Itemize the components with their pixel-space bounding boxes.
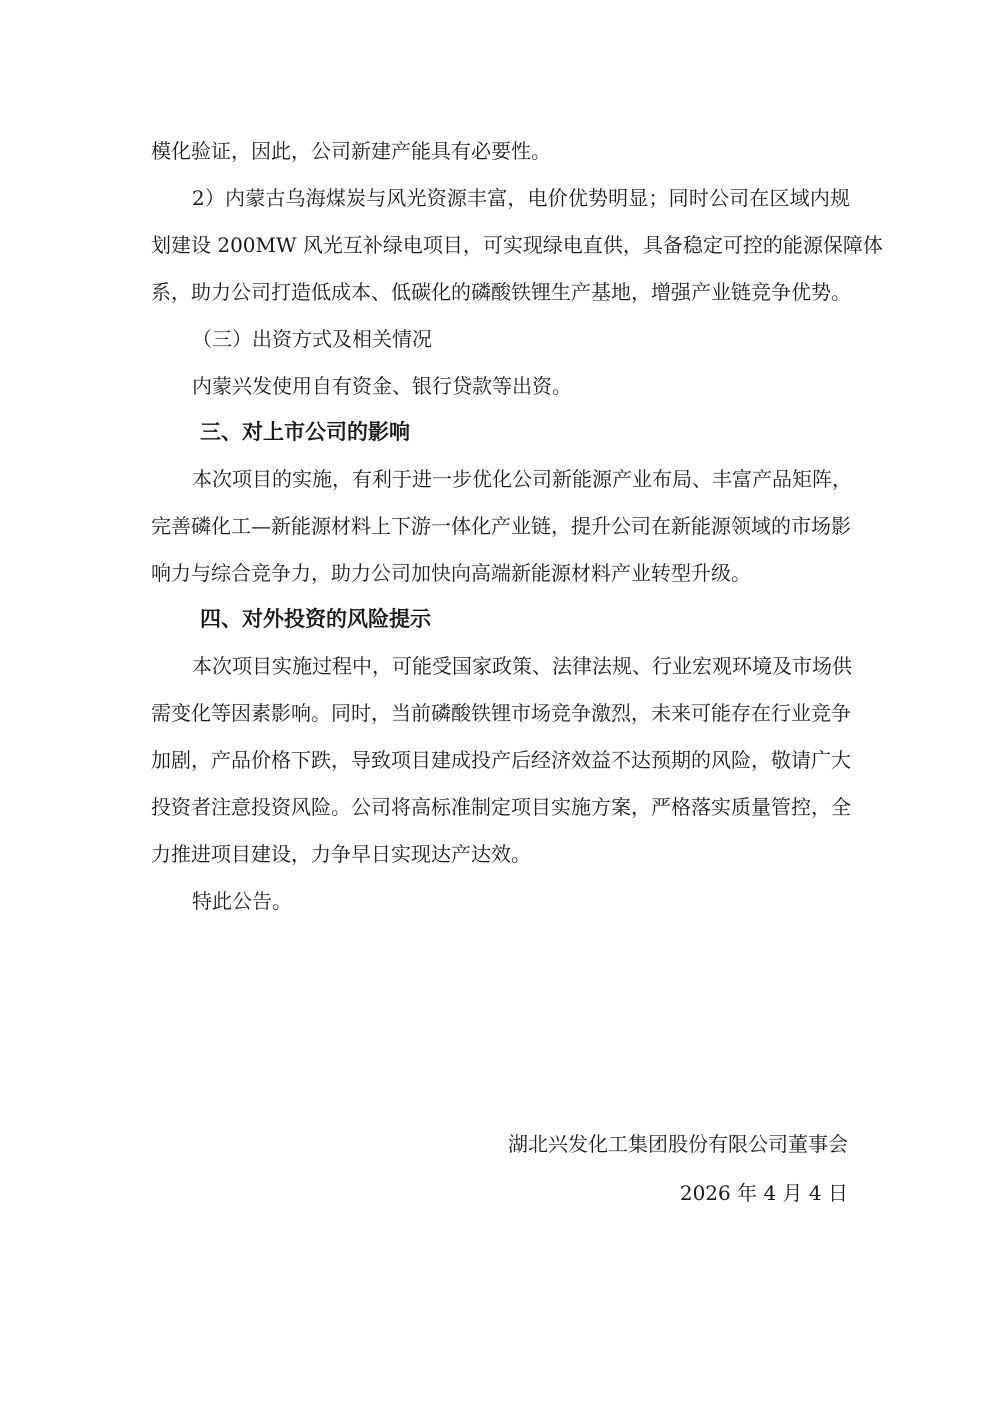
body-text-line: 模化验证，因此，公司新建产能具有必要性。 <box>151 139 551 163</box>
signature-company: 湖北兴发化工集团股份有限公司董事会 <box>508 1132 848 1156</box>
body-text-line: 加剧，产品价格下跌，导致项目建成投产后经济效益不达预期的风险，敬请广大 <box>151 748 851 772</box>
subsection-heading: （三）出资方式及相关情况 <box>192 327 432 351</box>
body-text-line: 本次项目实施过程中，可能受国家政策、法律法规、行业宏观环境及市场供 <box>192 654 852 678</box>
body-text-line: 划建设 200MW 风光互补绿电项目，可实现绿电直供，具备稳定可控的能源保障体 <box>151 233 883 257</box>
body-text-line: 本次项目的实施，有利于进一步优化公司新能源产业布局、丰富产品矩阵， <box>192 467 852 491</box>
body-text-line: 响力与综合竞争力，助力公司加快向高端新能源材料产业转型升级。 <box>151 561 751 585</box>
body-text-line: 系，助力公司打造低成本、低碳化的磷酸铁锂生产基地，增强产业链竞争优势。 <box>151 280 851 304</box>
body-text-line: 需变化等因素影响。同时，当前磷酸铁锂市场竞争激烈，未来可能存在行业竞争 <box>151 701 851 725</box>
body-text-line: 投资者注意投资风险。公司将高标准制定项目实施方案，严格落实质量管控，全 <box>151 795 851 819</box>
body-text-line: 完善磷化工—新能源材料上下游一体化产业链，提升公司在新能源领域的市场影 <box>151 514 851 538</box>
body-text-line: 力推进项目建设，力争早日实现达产达效。 <box>151 842 531 866</box>
closing-text: 特此公告。 <box>192 889 292 913</box>
body-text-line: 2）内蒙古乌海煤炭与风光资源丰富，电价优势明显；同时公司在区域内规 <box>192 186 850 210</box>
signature-date: 2026 年 4 月 4 日 <box>679 1181 848 1205</box>
section-heading: 三、对上市公司的影响 <box>200 420 410 444</box>
section-heading: 四、对外投资的风险提示 <box>200 607 431 631</box>
body-text-line: 内蒙兴发使用自有资金、银行贷款等出资。 <box>192 374 572 398</box>
